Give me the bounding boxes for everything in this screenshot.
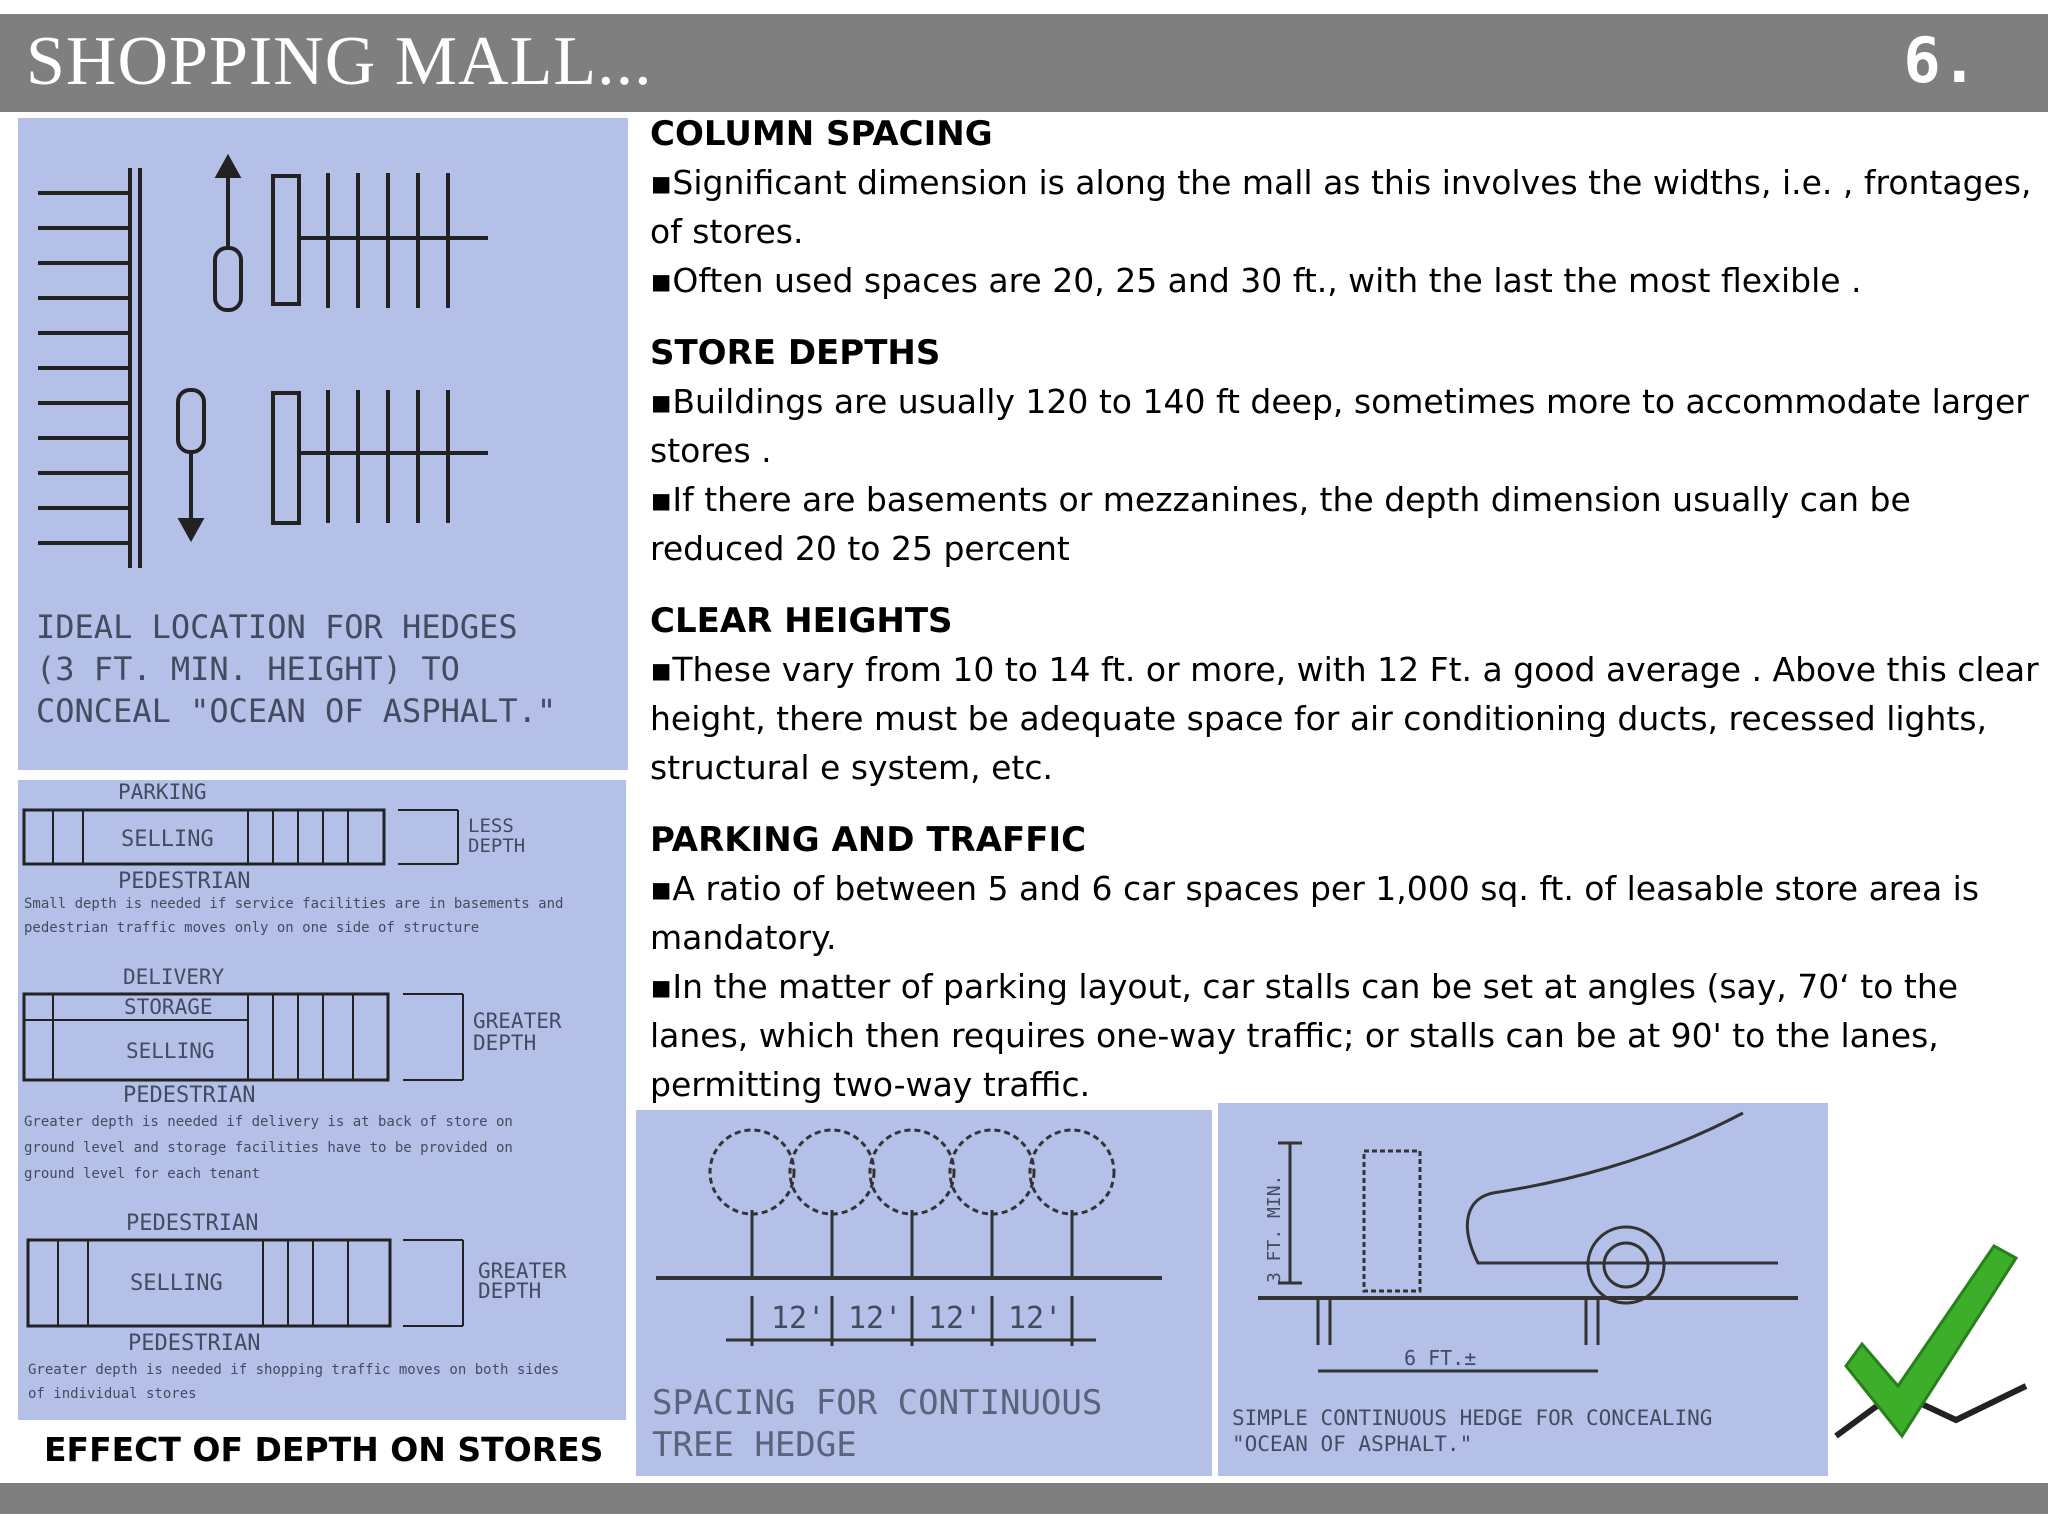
d2-row2-label: SELLING	[126, 1039, 215, 1063]
d1-note-line-1: Small depth is needed if service facilities are in basements and	[24, 896, 564, 912]
bullet-item: ▪ Buildings are usually 120 to 140 ft deep, sometimes more to accommodate larger stores .	[650, 377, 2040, 475]
bullet-item: ▪ These vary from 10 to 14 ft. or more, with 12 Ft. a good average . Above this clear height, there must be adequate space for air conditioning ducts, recessed lights, structural e system, etc.	[650, 645, 2040, 792]
car-hedge-sketch	[1258, 1113, 1798, 1371]
text-column	[650, 110, 2040, 1133]
depth-figure-caption: EFFECT OF DEPTH ON STORES	[44, 1430, 604, 1469]
d2-bottom-label: PEDESTRIAN	[123, 1083, 256, 1108]
section-parking-traffic	[650, 816, 2040, 1109]
d2-note-line-1: Greater depth is needed if delivery is at back of store on	[24, 1114, 513, 1130]
d2-row1-label: STORAGE	[124, 995, 213, 1019]
hedge-row-bottom	[273, 390, 488, 523]
tree-spacing-label-1: 12'	[771, 1301, 826, 1336]
d3-side-line-1: GREATER	[478, 1259, 567, 1283]
store-depth-figure	[18, 780, 626, 1420]
hedge-caption-line-3: CONCEAL "OCEAN OF ASPHALT."	[36, 692, 557, 730]
d1-bottom-label: PEDESTRIAN	[118, 869, 251, 894]
d3-bottom-label: PEDESTRIAN	[128, 1331, 261, 1356]
section-heading: STORE DEPTHS	[650, 333, 941, 373]
section-clear-heights	[650, 597, 2040, 792]
bullet-item: ▪ In the matter of parking layout, car stalls can be set at angles (say, 70‘ to the lanes, which then requires one-way traffic; or stalls can be at 90' to the lanes, permitting two-way traffic.	[650, 962, 2040, 1109]
hedge-location-figure	[18, 118, 628, 770]
bullet-item: ▪ Significant dimension is along the mall as this involves the widths, i.e. , frontages, of stores.	[650, 158, 2040, 256]
section-heading: COLUMN SPACING	[650, 114, 993, 154]
section-heading: PARKING AND TRAFFIC	[650, 820, 1087, 860]
car-hedge-caption-line-2: "OCEAN OF ASPHALT."	[1232, 1432, 1473, 1456]
d2-side-line-2: DEPTH	[473, 1031, 537, 1055]
d2-top-label: DELIVERY	[123, 965, 225, 989]
car-hedge-figure	[1218, 1103, 1828, 1476]
bullet-item: ▪ A ratio of between 5 and 6 car spaces per 1,000 sq. ft. of leasable store area is mandatory.	[650, 864, 2040, 962]
bullet-item: ▪ If there are basements or mezzanines, the depth dimension usually can be reduced 20 to 25 percent	[650, 475, 2040, 573]
car-hedge-caption-line-1: SIMPLE CONTINUOUS HEDGE FOR CONCEALING	[1232, 1406, 1713, 1430]
d1-top-label: PARKING	[118, 780, 207, 804]
d3-side-line-2: DEPTH	[478, 1279, 542, 1303]
parking-stall-lines	[38, 168, 140, 568]
hedge-width-label: 6 FT.±	[1404, 1346, 1477, 1370]
section-store-depths	[650, 329, 2040, 573]
d2-side-line-1: GREATER	[473, 1009, 562, 1033]
tree-hedge-figure	[636, 1110, 1212, 1476]
hedge-caption-line-2: (3 FT. MIN. HEIGHT) TO	[36, 650, 460, 688]
tree-spacing-label-3: 12'	[928, 1301, 983, 1336]
hedge-caption-line-1: IDEAL LOCATION FOR HEDGES	[36, 608, 518, 646]
d3-top-label: PEDESTRIAN	[126, 1211, 259, 1236]
d3-mid-label: SELLING	[130, 1271, 223, 1296]
hedge-row-top	[273, 173, 488, 308]
footer-bar	[0, 1483, 2048, 1514]
section-heading: CLEAR HEIGHTS	[650, 601, 953, 641]
bullet-item: ▪ Often used spaces are 20, 25 and 30 ft., with the last the most flexible .	[650, 256, 2040, 305]
d2-note-line-2: ground level and storage facilities have to be provided on	[24, 1140, 513, 1156]
checkmark-icon	[1826, 1236, 2040, 1476]
section-column-spacing	[650, 110, 2040, 305]
car-arrow-up	[215, 158, 241, 310]
slide-number: 6.	[1903, 24, 1978, 97]
tree-spacing-label-4: 12'	[1008, 1301, 1063, 1336]
d1-side-line-2: DEPTH	[468, 835, 526, 857]
tree-caption-line-2: TREE HEDGE	[652, 1425, 857, 1465]
d3-note-line-2: of individual stores	[28, 1386, 197, 1402]
d1-side-line-1: LESS	[468, 815, 514, 837]
tree-spacing-label-2: 12'	[848, 1301, 903, 1336]
tree-caption-line-1: SPACING FOR CONTINUOUS	[652, 1383, 1103, 1423]
d2-note-line-3: ground level for each tenant	[24, 1166, 261, 1182]
tree-row	[656, 1130, 1162, 1346]
car-arrow-down	[178, 390, 204, 538]
d1-mid-label: SELLING	[121, 827, 214, 852]
d1-note-line-2: pedestrian traffic moves only on one side of structure	[24, 920, 480, 936]
d3-note-line-1: Greater depth is needed if shopping traffic moves on both sides	[28, 1362, 560, 1378]
slide-title: SHOPPING MALL...	[26, 23, 653, 100]
hedge-height-label: 3 FT. MIN.	[1264, 1174, 1285, 1283]
